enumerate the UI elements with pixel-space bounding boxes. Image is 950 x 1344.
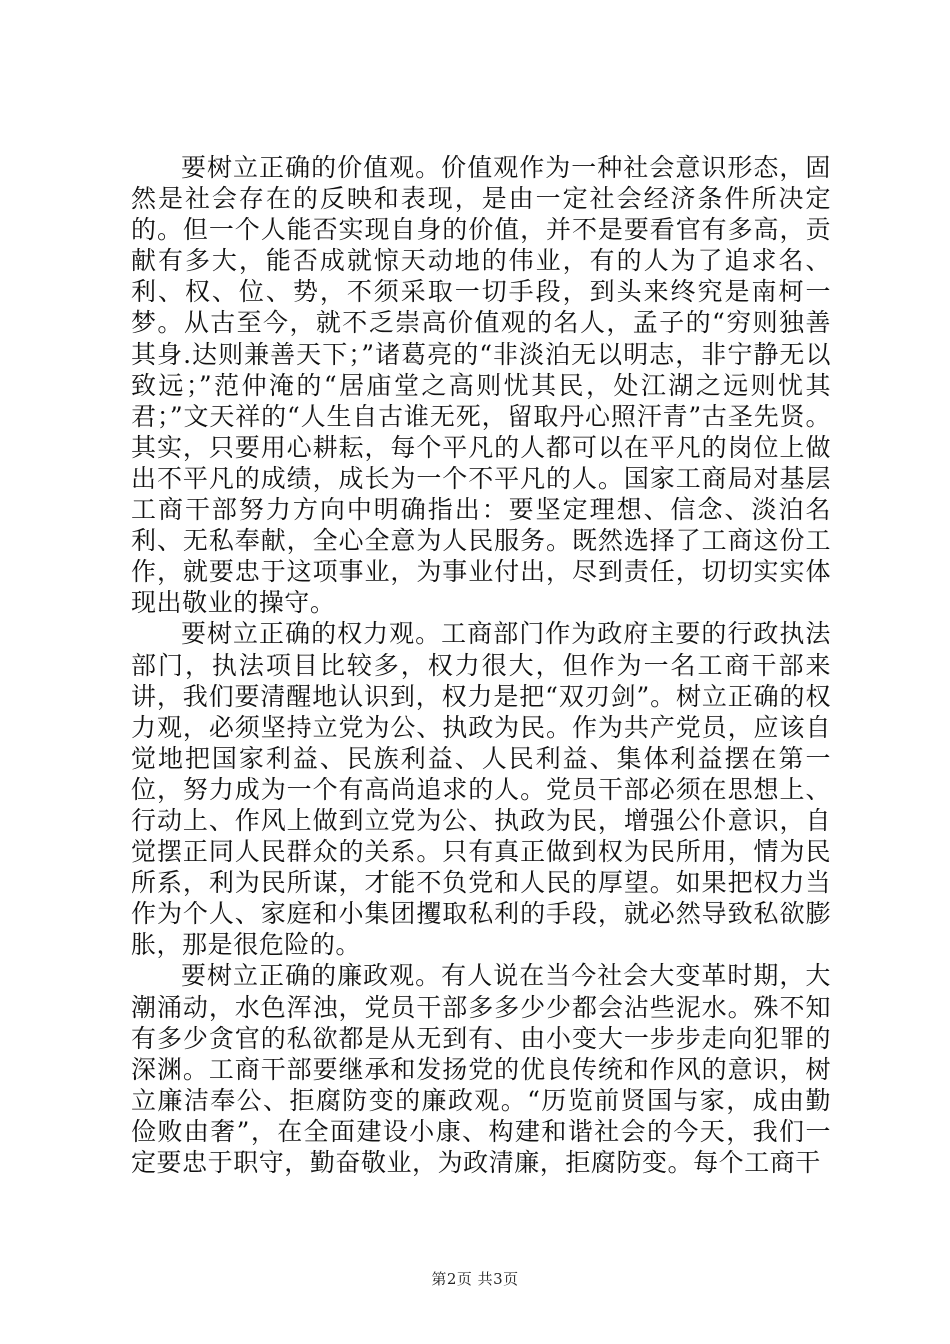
paragraph-integrity: 要树立正确的廉政观。有人说在当今社会大变革时期，大潮涌动，水色浑浊，党员干部多多少少都会沾些泥水。殊不知有多少贪官的私欲都是从无到有、由小变大一步步走向犯罪的深渊。工商干部要继承和发扬党的优良传统和作风的意识，树立廉洁奉公、拒腐防变的廉政观。“历览前贤国与家，成由勤俭败由奢”，在全面建设小康、构建和谐社会的今天，我们一定要忠于职守，勤奋敬业，为政清廉，拒腐防变。每个工商干 (131, 961, 831, 1177)
paragraph-values: 要树立正确的价值观。价值观作为一种社会意识形态，固然是社会存在的反映和表现，是由一定社会经济条件所决定的。但一个人能否实现自身的价值，并不是要看官有多高，贡献有多大，能否成就惊天动地的伟业，有的人为了追求名、利、权、位、势，不须采取一切手段，到头来终究是南柯一梦。从古至今，就不乏崇高价值观的名人，孟子的“穷则独善其身.达则兼善天下；”诸葛亮的“非淡泊无以明志，非宁静无以致远；”范仲淹的“居庙堂之高则忧其民，处江湖之远则忧其君；”文天祥的“人生自古谁无死，留取丹心照汗青”古圣先贤。其实，只要用心耕耘，每个平凡的人都可以在平凡的岗位上做出不平凡的成绩，成长为一个不平凡的人。国家工商局对基层工商干部努力方向中明确指出：要坚定理想、信念、淡泊名利、无私奉献，全心全意为人民服务。既然选择了工商这份工作，就要忠于这项事业，为事业付出，尽到责任，切切实实体现出敬业的操守。 (131, 153, 831, 618)
page-number-footer: 第2页 共3页 (431, 1270, 519, 1288)
body-text (131, 152, 831, 1178)
paragraph-power: 要树立正确的权力观。工商部门作为政府主要的行政执法部门，执法项目比较多，权力很大，但作为一名工商干部来讲，我们要清醒地认识到，权力是把“双刃剑”。树立正确的权力观，必须坚持立党为公、执政为民。作为共产党员，应该自觉地把国家利益、民族利益、人民利益、集体利益摆在第一位，努力成为一个有高尚追求的人。党员干部必须在思想上、行动上、作风上做到立党为公、执政为民，增强公仆意识，自觉摆正同人民群众的关系。只有真正做到权为民所用，情为民所系，利为民所谋，才能不负党和人民的厚望。如果把权力当作为个人、家庭和小集团攫取私利的手段，就必然导致私欲膨胀，那是很危险的。 (131, 619, 831, 960)
